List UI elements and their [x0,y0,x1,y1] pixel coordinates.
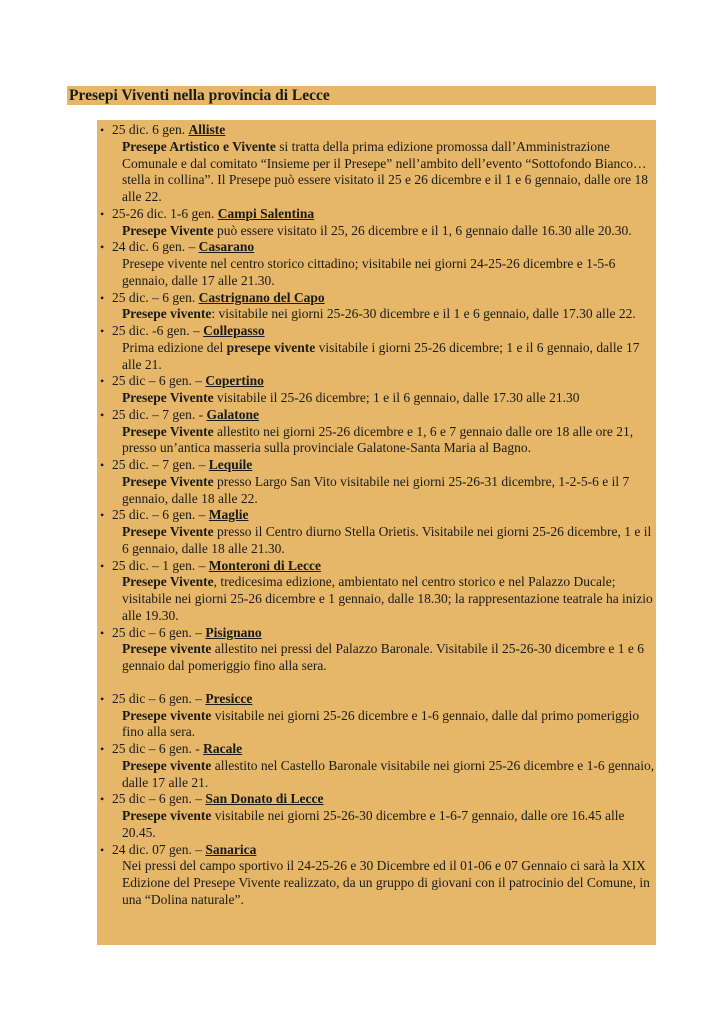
event-date: 24 dic. 6 gen. – [112,239,199,255]
list-item [97,457,656,507]
list-item [97,206,656,240]
list-item [97,691,656,741]
event-description: Presepe Vivente può essere visitato il 25, 26 dicembre e il 1, 6 gennaio dalle 16.30 alle 20.30. [122,222,632,238]
event-highlight: Presepe vivente [122,306,212,322]
event-description: Prima edizione del presepe vivente visitabile i giorni 25-26 dicembre; 1 e il 6 gennaio, dalle 17 alle 21. [122,339,640,372]
list-item [97,791,656,841]
event-description: Presepe vivente visitabile nei giorni 25-26-30 dicembre e 1-6-7 gennaio, dalle ore 16.45 alle 20.45. [122,808,625,840]
event-date: 24 dic. 07 gen. – [112,841,206,857]
event-description: Presepe vivente allestito nei pressi del Palazzo Baronale. Visitabile il 25-26-30 dicembre e 1 e 6 gennaio dal pomeriggio fino alla sera. [122,641,645,673]
event-highlight: Presepe Vivente [122,390,214,405]
page-title-bar [67,86,656,105]
event-place-link[interactable]: Collepasso [203,323,265,338]
event-place-link[interactable]: Galatone [206,406,259,422]
event-date: 25 dic – 6 gen. – [112,690,206,706]
list-item [97,842,656,909]
event-description: Presepe vivente visitabile nei giorni 25-26 dicembre e 1-6 gennaio, dalle dal primo pomeriggio fino alla sera. [122,707,640,740]
list-item [97,558,656,625]
list-item [97,122,656,206]
event-date: 25 dic. – 1 gen. – [112,557,209,573]
event-highlight: Presepe vivente [122,808,212,823]
event-date: 25 dic. – 6 gen. [112,289,199,305]
event-highlight: Presepe vivente [122,757,212,773]
event-place-link[interactable]: Pisignano [205,624,262,640]
event-date: 25 dic. – 7 gen. - [112,406,207,422]
event-date: 25 dic – 6 gen. – [112,791,206,807]
list-item [97,407,656,457]
event-date: 25 dic. – 7 gen. – [112,457,209,472]
list-item [97,239,656,289]
event-highlight: Presepe Vivente [122,473,214,489]
event-description: Presepe vivente nel centro storico cittadino; visitabile nei giorni 24-25-26 dicembre e 1-5-6 gennaio, dalle 17 alle 21.30. [122,256,616,288]
event-description: Presepe Vivente presso Largo San Vito visitabile nei giorni 25-26-31 dicembre, 1-2-5-6 e il 7 gennaio, dalle 18 alle 22. [122,473,630,506]
event-place-link[interactable]: Maglie [208,507,249,523]
list-item [97,290,656,324]
list-item [97,507,656,557]
event-date: 25-26 dic. 1-6 gen. [112,205,218,221]
event-place-link[interactable]: Casarano [198,239,255,255]
event-highlight: presepe vivente [226,339,316,355]
event-highlight: Presepe Vivente [122,524,214,539]
event-description: Presepe Vivente presso il Centro diurno Stella Orietis. Visitabile nei giorni 25-26 dicembre, 1 e il 6 gennaio, dalle 18 alle 21.30. [122,524,652,556]
list-item [97,625,656,675]
event-date: 25 dic – 6 gen. – [112,624,206,640]
event-date: 25 dic. 6 gen. [112,122,189,137]
event-place-link[interactable]: Presicce [205,690,253,706]
events-list [97,120,656,909]
event-place-link[interactable]: Monteroni di Lecce [208,557,321,573]
event-date: 25 dic – 6 gen. – [112,373,206,389]
event-place-link[interactable]: Lequile [208,457,253,472]
event-description: Presepe vivente allestito nel Castello Baronale visitabile nei giorni 25-26 dicembre e 1-6 gennaio, dalle 17 alle 21. [122,757,655,790]
event-date: 25 dic – 6 gen. - [112,741,204,756]
events-list-box [97,120,656,945]
event-highlight: Presepe Vivente [122,222,214,238]
event-description: Presepe Vivente visitabile il 25-26 dicembre; 1 e il 6 gennaio, dalle 17.30 alle 21.30 [122,390,580,405]
list-item [97,373,656,407]
event-description: Presepe Vivente allestito nei giorni 25-26 dicembre e 1, 6 e 7 gennaio dalle ore 18 alle ore 21, presso un’antica masseria sulla provinciale Galatone-Santa Maria al Bagno. [122,423,634,456]
event-highlight: Presepe Vivente [122,423,214,439]
event-description: Presepe Artistico e Vivente si tratta della prima edizione promossa dall’Amministrazione Comunale e dal comitato “Insieme per il Presepe” nell’ambito dell’evento “Sottofondo Bianco… stella in collina”. Il Presepe può essere visitato il 25 e 26 dicembre e il 1 e 6 gennaio, dalle ore 18 alle 22. [122,138,648,204]
event-place-link[interactable]: Castrignano del Capo [198,289,325,305]
event-description: Presepe vivente: visitabile nei giorni 25-26-30 dicembre e il 1 e 6 gennaio, dalle 17.30 alle 22. [122,306,636,322]
event-place-link[interactable]: Campi Salentina [217,205,315,221]
event-description: Nei pressi del campo sportivo il 24-25-26 e 30 Dicembre ed il 01-06 e 07 Gennaio ci sarà la XIX Edizione del Presepe Vivente realizzato, da un gruppo di giovani con il patrocinio del Comune, in una “Dolina naturale”. [122,858,650,907]
event-date: 25 dic. – 6 gen. – [112,507,209,523]
event-place-link[interactable]: Alliste [188,122,226,137]
page-title: Presepi Viventi nella provincia di Lecce [69,87,330,104]
event-place-link[interactable]: San Donato di Lecce [205,791,324,807]
event-highlight: Presepe Vivente [122,574,214,590]
event-place-link[interactable]: Copertino [205,373,264,389]
event-date: 25 dic. -6 gen. – [112,323,204,338]
list-item [97,323,656,373]
list-item [97,741,656,791]
event-description: Presepe Vivente, tredicesima edizione, ambientato nel centro storico e nel Palazzo Ducale; visitabile nei giorni 25-26 dicembre e 1 gennaio, dalle 18.30; la rappresentazione teatrale ha inizio alle 19.30. [122,574,653,623]
event-highlight: Presepe Artistico e Vivente [122,138,276,154]
event-place-link[interactable]: Racale [203,741,243,756]
event-highlight: Presepe vivente [122,641,212,657]
event-place-link[interactable]: Sanarica [205,841,257,857]
event-highlight: Presepe vivente [122,707,212,723]
